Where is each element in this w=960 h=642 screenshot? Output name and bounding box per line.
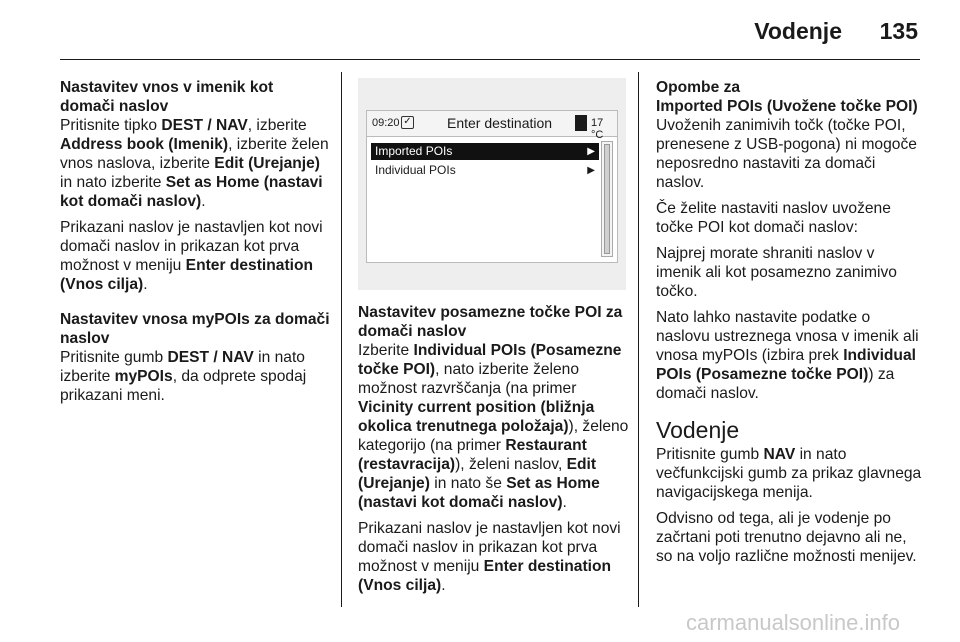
- screen-status-bar: [367, 111, 617, 141]
- menu-item-imported-pois[interactable]: Imported POIs ▶: [371, 143, 599, 160]
- paragraph: Nato lahko nastavite podatke o naslovu ustreznega vnosa v imenik ali vnosa myPOIs (izbira prek Individual POIs (Posamezne točke POI)) za domači naslov.: [656, 309, 919, 402]
- temperature: 17 °C: [591, 117, 604, 141]
- page-number: 135: [879, 18, 918, 44]
- section-heading-address-book: Nastavitev vnos v imenik kot domači naslov: [60, 79, 274, 115]
- column-divider-1: [341, 72, 342, 607]
- section-heading-individual-poi: Nastavitev posamezne točke POI za domači naslov: [358, 304, 623, 340]
- section-heading-mypois: Nastavitev vnosa myPOIs za domači naslov: [60, 311, 330, 347]
- column-2: [358, 303, 630, 602]
- paragraph: Prikazani naslov je nastavljen kot novi domači naslov in prikazan kot prva možnost v meniju Enter destination (Vnos cilja).: [60, 219, 323, 293]
- paragraph: Izberite Individual POIs (Posamezne točke POI), nato izberite želeno možnost razvrščanja (na primer Vicinity current position (bližnja okolica trenutnega položaja)), želeno kategorijo (na primer Restaurant (restavracija)), želeni naslov, Edit (Urejanje) in nato še Set as Home (nastavi kot domači naslov).: [358, 342, 629, 511]
- paragraph: Pritisnite tipko DEST / NAV, izberite Address book (Imenik), izberite želen vnos naslova, izberite Edit (Urejanje) in nato izberite Set as Home (nastavi kot domači naslov).: [60, 117, 329, 210]
- chevron-right-icon: ▶: [587, 146, 595, 157]
- screen-title: Enter destination: [447, 115, 553, 131]
- menu-item-individual-pois[interactable]: Individual POIs ▶: [375, 163, 595, 177]
- watermark: carmanualsonline.info: [685, 610, 900, 635]
- paragraph: Če želite nastaviti naslov uvožene točke POI kot domači naslov:: [656, 200, 891, 236]
- page-header: [0, 0, 960, 62]
- column-3: [656, 78, 922, 573]
- column-1: [60, 78, 330, 412]
- paragraph: Pritisnite gumb DEST / NAV in nato izberite myPOIs, da odprete spodaj prikazani meni.: [60, 349, 307, 404]
- screen-illustration: [358, 78, 626, 290]
- scrollbar[interactable]: [601, 141, 613, 257]
- chevron-right-icon: ▶: [587, 165, 595, 176]
- paragraph: Uvoženih zanimivih točk (točke POI, prenesene z USB-pogona) ni mogoče neposredno nastaviti za domači naslov.: [656, 117, 917, 191]
- header-rule: [60, 59, 920, 60]
- paragraph: Najprej morate shraniti naslov v imenik ali kot posamezno zanimivo točko.: [656, 245, 897, 300]
- check-icon: ✓: [401, 116, 414, 129]
- scrollbar-thumb[interactable]: [604, 144, 610, 254]
- header-title: Vodenje: [754, 18, 842, 44]
- paragraph: Odvisno od tega, ali je vodenje po začrtani poti trenutno dejavno ali ne, so na voljo različne možnosti menijev.: [656, 510, 917, 565]
- section-title-vodenje: Vodenje: [656, 417, 740, 443]
- column-divider-2: [638, 72, 639, 607]
- paragraph: Prikazani naslov je nastavljen kot novi domači naslov in prikazan kot prva možnost v meniju Enter destination (Vnos cilja).: [358, 520, 621, 594]
- thermometer-icon: [575, 115, 587, 131]
- note-heading-imported-pois: Imported POIs (Uvožene točke POI): [656, 98, 918, 115]
- note-heading: Opombe za: [656, 79, 741, 96]
- display-screen: [366, 110, 618, 263]
- paragraph: Pritisnite gumb NAV in nato večfunkcijski gumb za prikaz glavnega navigacijskega menija.: [656, 446, 922, 501]
- clock-time: 09:20: [372, 117, 400, 129]
